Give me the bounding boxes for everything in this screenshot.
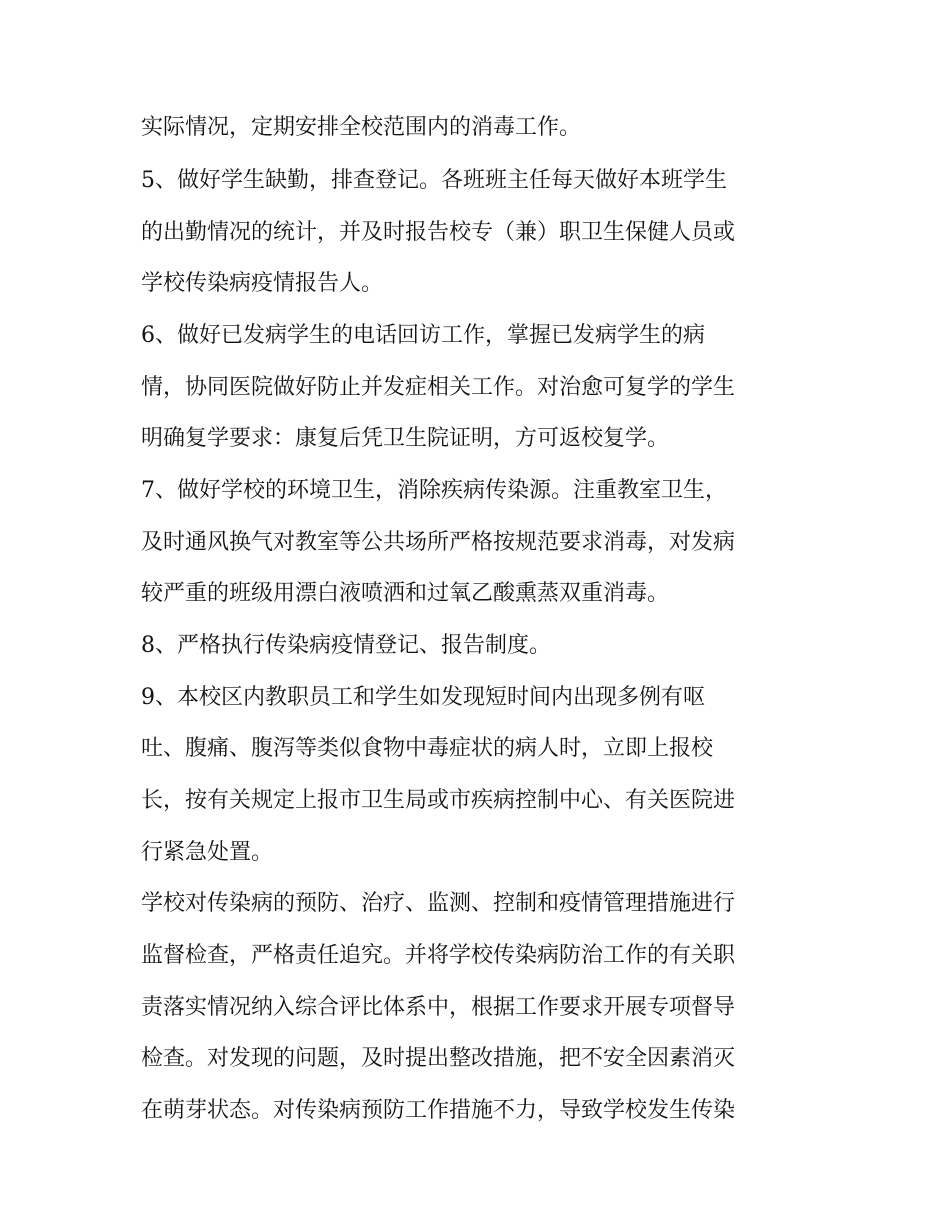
- text-line-13: 吐、腹痛、腹泻等类似食物中毒症状的病人时，立即上报校: [141, 736, 714, 761]
- text-line-14: 长，按有关规定上报市卫生局或市疾病控制中心、有关医院进: [141, 788, 736, 813]
- text-line-2: 5、做好学生缺勤，排查登记。各班班主任每天做好本班学生: [141, 168, 727, 193]
- text-line-10: 较严重的班级用漂白液喷洒和过氧乙酸熏蒸双重消毒。: [141, 581, 670, 606]
- text-line-19: 检查。对发现的问题，及时提出整改措施，把不安全因素消灭: [141, 1046, 736, 1071]
- text-line-6: 情，协同医院做好防止并发症相关工作。对治愈可复学的学生: [141, 375, 736, 400]
- text-line-16: 学校对传染病的预防、治疗、监测、控制和疫情管理措施进行: [141, 891, 736, 916]
- text-line-20: 在萌芽状态。对传染病预防工作措施不力，导致学校发生传染: [141, 1098, 736, 1123]
- text-line-7: 明确复学要求：康复后凭卫生院证明，方可返校复学。: [141, 426, 670, 451]
- text-line-18: 责落实情况纳入综合评比体系中，根据工作要求开展专项督导: [141, 995, 736, 1020]
- text-line-5: 6、做好已发病学生的电话回访工作，掌握已发病学生的病: [141, 323, 705, 348]
- text-line-12: 9、本校区内教职员工和学生如发现短时间内出现多例有呕: [141, 685, 705, 710]
- text-line-1: 实际情况，定期安排全校范围内的消毒工作。: [141, 115, 582, 140]
- text-line-8: 7、做好学校的环境卫生，消除疾病传染源。注重教室卫生，: [141, 478, 727, 503]
- text-line-4: 学校传染病疫情报告人。: [141, 271, 384, 296]
- text-line-11: 8、严格执行传染病疫情登记、报告制度。: [141, 633, 551, 658]
- text-line-3: 的出勤情况的统计，并及时报告校专（兼）职卫生保健人员或: [141, 220, 736, 245]
- text-line-15: 行紧急处置。: [141, 840, 274, 865]
- text-line-17: 监督检查，严格责任追究。并将学校传染病防治工作的有关职: [141, 943, 736, 968]
- text-line-9: 及时通风换气对教室等公共场所严格按规范要求消毒，对发病: [141, 530, 736, 555]
